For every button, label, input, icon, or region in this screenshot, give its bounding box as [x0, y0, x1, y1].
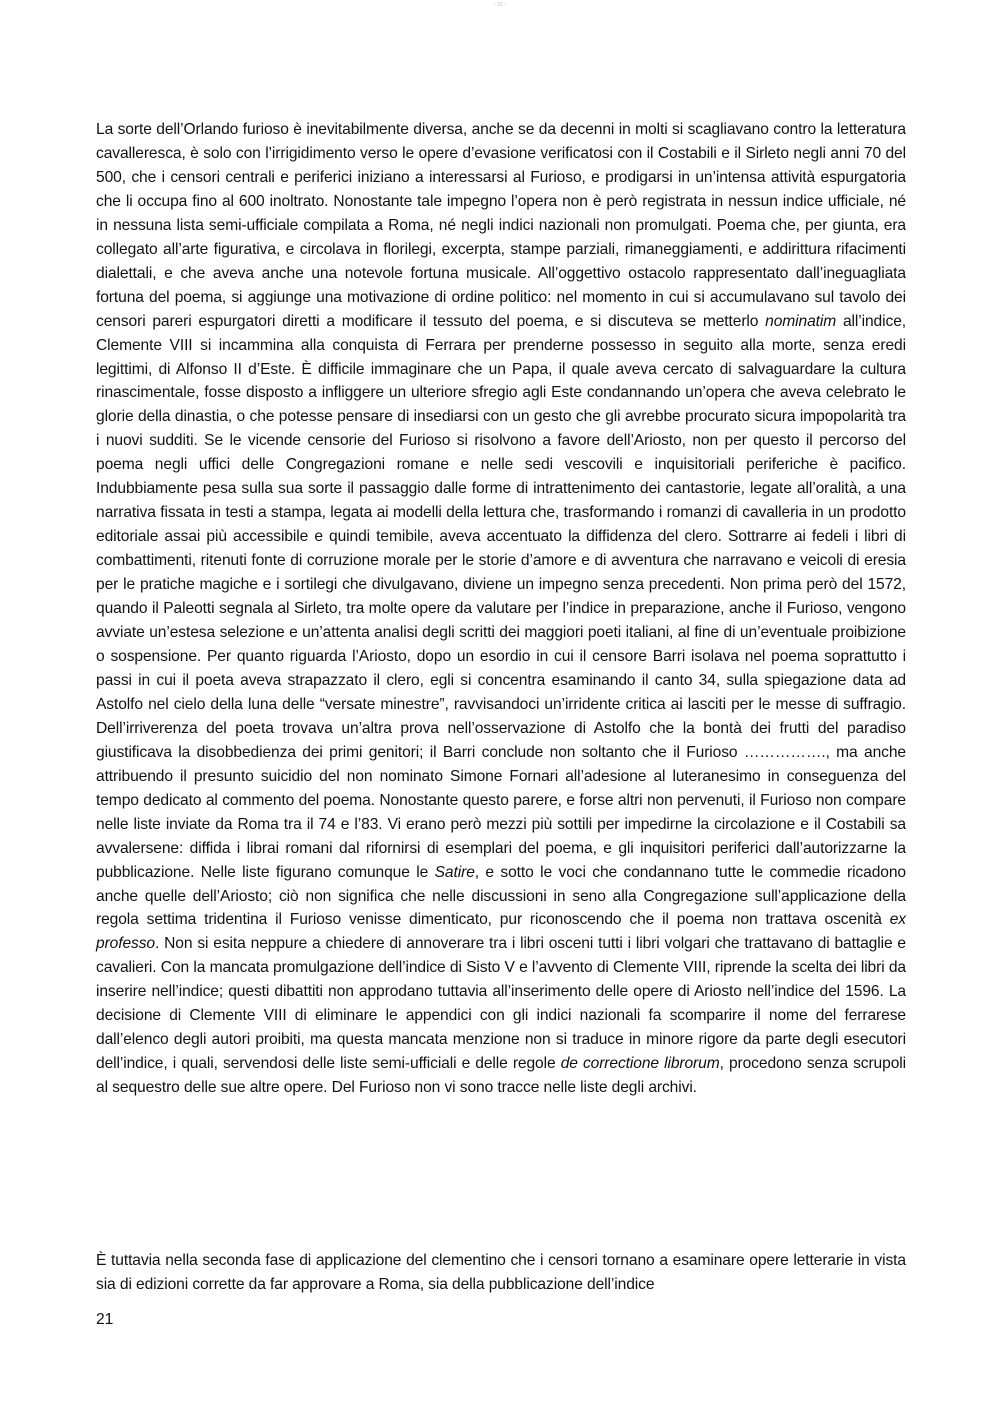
paragraph-text	[96, 118, 906, 1100]
page-number: 21	[96, 1311, 114, 1328]
text-run: La sorte dell’Orlando furioso è inevitabilmente diversa, anche se da decenni in molti si scagliavano contro la letteratura cavalleresca, è solo con l’irrigidimento verso le opere d’evasione verificatosi con il Costabili e il Sirleto negli anni 70 del 500, che i censori centrali e periferici iniziano a interessarsi al Furioso, e prodigarsi in un’intensa attività espurgatoria che li occupa fino al 600 inoltrato. Nonostante tale impegno l’opera non è però registrata in nessun indice ufficiale, né in nessuna lista semi-ufficiale compilata a Roma, né negli indici nazionali non promulgati. Poema che, per giunta, era collegato all’arte figurativa, e circolava in florilegi, excerpta, stampe parziali, rimaneggiamenti, e addirittura rifacimenti dialettali, e che aveva anche una notevole fortuna musicale. All’oggettivo ostacolo rappresentato dall’ineguagliata fortuna del poema, si aggiunge una motivazione di ordine politico: nel momento in cui si accumulavano sul tavolo dei censori pareri espurgatori diretti a modificare il tessuto del poema, e si discuteva se metterlo	[96, 121, 906, 330]
text-run: , e sotto le voci che condannano tutte le commedie ricadono anche quelle dell’Ariosto; ciò non significa che nelle discussioni in seno alla Congregazione sull’applicazione della regola settima tridentina il Furioso venisse dimenticato, pur riconoscendo che il poema non trattava oscenità	[96, 863, 906, 929]
text-run: all’indice, Clemente VIII si incammina alla conquista di Ferrara per prenderne possesso in seguito alla morte, senza eredi legittimi, di Alfonso II d’Este. È difficile immaginare che un Papa, il quale aveva cercato di salvaguardare la cultura rinascimentale, fosse disposto a infliggere un ulteriore sfregio agli Este condannando un’opera che aveva celebrato le glorie della dinastia, o che potesse pensare di insediarsi con un gesto che gli avrebbe procurato sicura impopolarità tra i nuovi sudditi. Se le vicende censorie del Furioso si risolvono a favore dell’Ariosto, non per questo il percorso del poema negli uffici delle Congregazioni romane e nelle sedi vescovili e inquisitoriali periferiche è pacifico. Indubbiamente pesa sulla sua sorte il passaggio dalle forme di intrattenimento dei cantastorie, legate all’oralità, a una narrativa fissata in testi a stampa, legata ai modelli della lettura che, trasformando i romanzi di cavalleria in un prodotto editoriale assai più accessibile e quindi temibile, aveva accentuato la diffidenza del clero. Sottrarre ai fedeli i libri di combattimenti, ritenuti fonte di corruzione morale per le storie d’amore e di avventura che narravano e veicoli di eresia per le pratiche magiche e i sortilegi che divulgavano, diviene un impegno senza precedenti. Non prima però del 1572, quando il Paleotti segnala al Sirleto, tra molte opere da valutare per l’indice in preparazione, anche il Furioso, vengono avviate un’estesa selezione e un’attenta analisi degli scritti dei maggiori poeti italiani, al fine di un’eventuale proibizione o sospensione. Per quanto riguarda l’Ariosto, dopo un esordio in cui il censore Barri isolava nel poema soprattutto i passi in cui il poeta aveva strapazzato il clero, egli si concentra esaminando il canto 34, sulla spiegazione data ad Astolfo nel cielo della luna delle “versate minestre”, ravvisandoci un’irridente critica ai lasciti per le messe di suffragio. Dell’irriverenza del poeta trovava un’altra prova nell’osservazione di Astolfo che la bontà dei frutti del paradiso giustificava la disobbedienza dei primi genitori; il Barri conclude non soltanto che il Furioso ……………., ma anche attribuendo il presunto suicidio del non nominato Simone Fornari all’adesione al luteranesimo in conseguenza del tempo dedicato al commento del poema. Nonostante questo parere, e forse altri non pervenuti, il Furioso non compare nelle liste inviate da Roma tra il 74 e l’83. Vi erano però mezzi più sottili per impedirne la circolazione e il Costabili sa avvalersene: diffida i librai romani dal rifornirsi di esemplari del poema, e gli inquisitori periferici dall’autorizzarne la pubblicazione. Nelle liste figurano comunque le	[96, 312, 907, 881]
text-run: . Non si esita neppure a chiedere di annoverare tra i libri osceni tutti i libri volgari che trattavano di battaglie e cavalieri. Con la mancata promulgazione dell’indice di Sisto V e l’avvento di Clemente VIII, riprende la scelta dei libri da inserire nell’indice; questi dibattiti non approdano tuttavia all’inserimento delle opere di Ariosto nell’indice del 1596. La decisione di Clemente VIII di eliminare le appendici con gli indici nazionali fa scomparire il nome del ferrarese dall’elenco degli autori proibiti, ma questa mancata menzione non si traduce in minore rigore da parte degli esecutori dell’indice, i quali, servendosi delle liste semi-ufficiali e delle regole	[96, 935, 906, 1073]
body-paragraph-2	[96, 1249, 906, 1297]
italic-text: nominatim	[765, 312, 837, 330]
text-run: , procedono senza scrupoli al sequestro delle sue altre opere. Del Furioso non vi sono tracce nelle liste degli archivi.	[96, 1055, 907, 1097]
header-mark: – 21 –	[493, 2, 507, 8]
body-paragraph-1	[96, 118, 906, 1100]
paragraph-text	[96, 1249, 906, 1297]
text-run: È tuttavia nella seconda fase di applicazione del clementino che i censori tornano a esaminare opere letterarie in vista sia di edizioni corrette da far approvare a Roma, sia della pubblicazione dell’indice	[96, 1252, 906, 1293]
italic-text: Satire	[434, 863, 475, 881]
italic-text: ex professo	[96, 911, 906, 953]
italic-text: de correctione librorum	[560, 1055, 720, 1073]
